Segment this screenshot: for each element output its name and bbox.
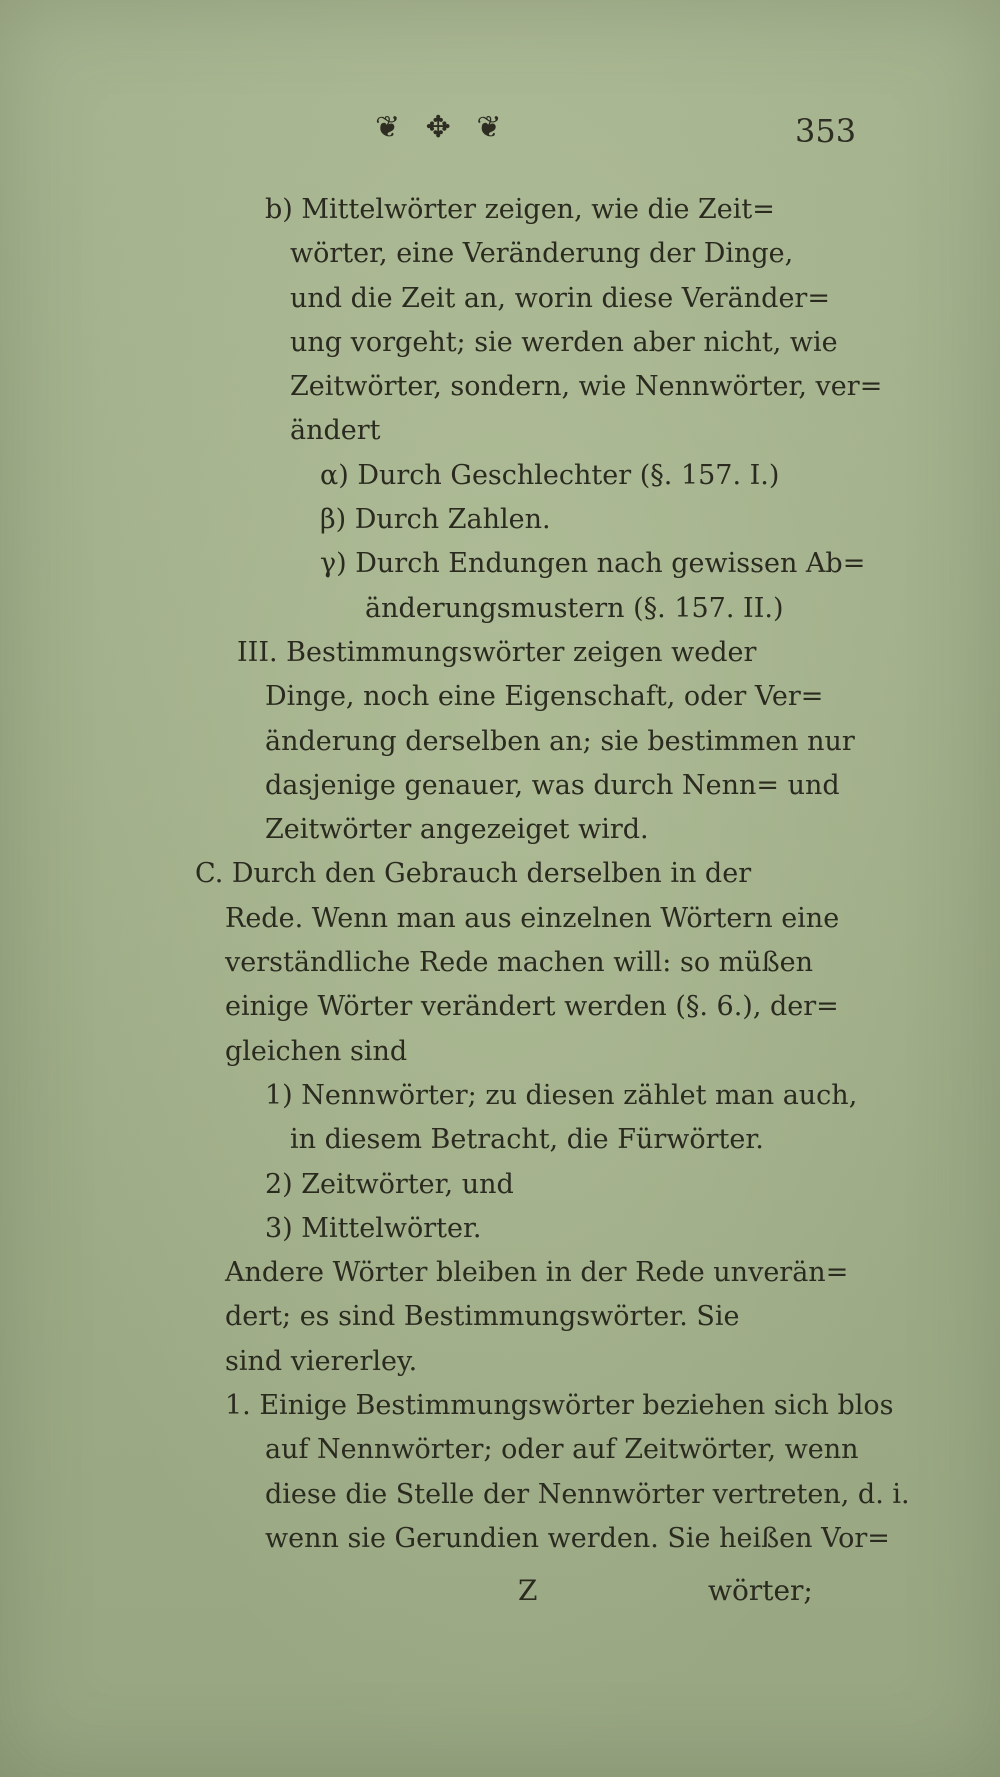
text-line: ung vorgeht; sie werden aber nicht, wie: [290, 326, 838, 358]
text-line: sind viererley.: [225, 1345, 418, 1377]
text-line: einige Wörter verändert werden (§. 6.), der=: [225, 991, 839, 1023]
text-line: diese die Stelle der Nennwörter vertreten, d. i.: [265, 1478, 910, 1510]
page-footer: [0, 1574, 1000, 1614]
section-heading: III. Bestimmungswörter zeigen weder: [237, 636, 757, 668]
list-item: 3) Mittelwörter.: [265, 1212, 482, 1244]
text-line: β) Durch Zahlen.: [320, 504, 551, 536]
text-line: α) Durch Geschlechter (§. 157. I.): [320, 459, 780, 491]
text-line: gleichen sind: [225, 1035, 408, 1067]
text-line: ändert: [290, 415, 381, 447]
text-line: änderung derselben an; sie bestimmen nur: [265, 725, 855, 757]
catchword: wörter;: [708, 1574, 813, 1607]
text-line: Zeitwörter angezeiget wird.: [265, 814, 649, 846]
text-line: in diesem Betracht, die Fürwörter.: [290, 1124, 764, 1156]
page-header: [0, 108, 1000, 158]
text-line: b) Mittelwörter zeigen, wie die Zeit=: [265, 194, 775, 225]
header-ornament: ❦ ✥ ❦: [375, 110, 510, 145]
text-line: dert; es sind Bestimmungswörter. Sie: [225, 1301, 740, 1333]
text-line: γ) Durch Endungen nach gewissen Ab=: [320, 548, 866, 580]
body-text: [195, 188, 910, 1561]
text-line: wörter, eine Veränderung der Dinge,: [290, 238, 794, 270]
text-line: und die Zeit an, worin diese Veränder=: [290, 282, 830, 314]
text-line: Dinge, noch eine Eigenschaft, oder Ver=: [265, 681, 824, 713]
section-heading: C. Durch den Gebrauch derselben in der: [195, 858, 752, 890]
text-line: verständliche Rede machen will: so müßen: [225, 947, 814, 979]
text-line: Andere Wörter bleiben in der Rede unverän=: [225, 1257, 849, 1289]
text-line: Zeitwörter, sondern, wie Nennwörter, ver=: [290, 371, 883, 403]
text-line: dasjenige genauer, was durch Nenn= und: [265, 769, 840, 801]
text-line: wenn sie Gerundien werden. Sie heißen Vor=: [265, 1522, 890, 1554]
text-line: Rede. Wenn man aus einzelnen Wörtern eine: [225, 902, 840, 934]
list-item: 1. Einige Bestimmungswörter beziehen sich blos: [225, 1390, 894, 1422]
list-item: 2) Zeitwörter, und: [265, 1168, 514, 1200]
signature-mark: Z: [518, 1574, 538, 1607]
page-number: 353: [795, 112, 857, 150]
list-item: 1) Nennwörter; zu diesen zählet man auch,: [265, 1079, 858, 1111]
text-line: änderungsmustern (§. 157. II.): [365, 592, 784, 624]
text-line: auf Nennwörter; oder auf Zeitwörter, wenn: [265, 1434, 859, 1466]
